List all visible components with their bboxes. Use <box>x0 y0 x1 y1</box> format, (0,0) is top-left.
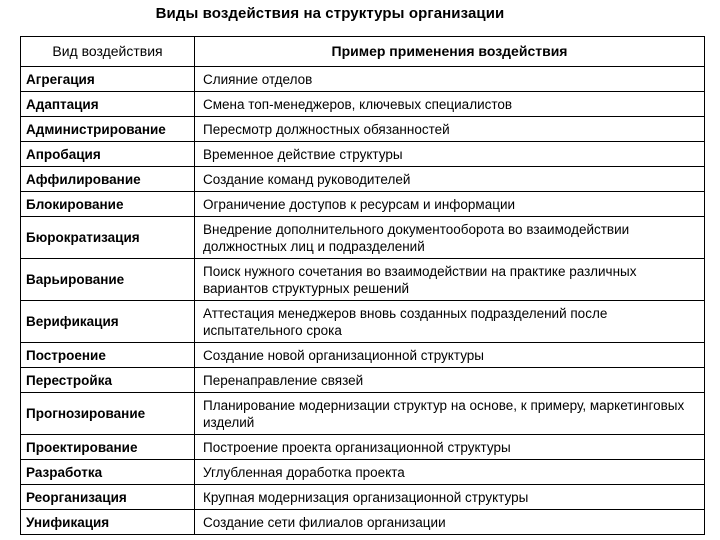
table-row <box>21 192 705 217</box>
example-cell: Ограничение доступов к ресурсам и информации <box>195 192 705 217</box>
impact-type-cell: Реорганизация <box>21 485 195 510</box>
impact-type-cell: Адаптация <box>21 92 195 117</box>
impact-type-cell: Аффилирование <box>21 167 195 192</box>
impact-type-cell: Разработка <box>21 460 195 485</box>
impact-type-cell: Проектирование <box>21 435 195 460</box>
example-cell: Создание сети филиалов организации <box>195 510 705 535</box>
impact-type-cell: Верификация <box>21 301 195 343</box>
example-cell: Создание новой организационной структуры <box>195 343 705 368</box>
table-row <box>21 117 705 142</box>
impact-type-cell: Прогнозирование <box>21 393 195 435</box>
column-header-impact-type: Вид воздействия <box>21 37 195 67</box>
example-cell: Временное действие структуры <box>195 142 705 167</box>
impact-type-cell: Агрегация <box>21 67 195 92</box>
table-row <box>21 67 705 92</box>
table-row <box>21 301 705 343</box>
example-cell: Углубленная доработка проекта <box>195 460 705 485</box>
impact-type-cell: Апробация <box>21 142 195 167</box>
table-row <box>21 259 705 301</box>
impact-type-cell: Построение <box>21 343 195 368</box>
table-row <box>21 460 705 485</box>
table-row <box>21 142 705 167</box>
impact-type-cell: Унификация <box>21 510 195 535</box>
page-title: Виды воздействия на структуры организации <box>155 5 505 22</box>
impact-type-cell: Перестройка <box>21 368 195 393</box>
table-row <box>21 368 705 393</box>
example-cell: Аттестация менеджеров вновь созданных подразделений после испытательного срока <box>195 301 705 343</box>
example-cell: Перенаправление связей <box>195 368 705 393</box>
table-row <box>21 485 705 510</box>
table-row <box>21 217 705 259</box>
table-row <box>21 167 705 192</box>
example-cell: Построение проекта организационной структуры <box>195 435 705 460</box>
example-cell: Смена топ-менеджеров, ключевых специалистов <box>195 92 705 117</box>
table-row <box>21 343 705 368</box>
impact-type-cell: Блокирование <box>21 192 195 217</box>
table-row <box>21 92 705 117</box>
impact-type-cell: Администрирование <box>21 117 195 142</box>
column-header-example: Пример применения воздействия <box>195 37 705 67</box>
example-cell: Внедрение дополнительного документооборота во взаимодействии должностных лиц и подразделений <box>195 217 705 259</box>
table-header-row <box>21 37 705 67</box>
example-cell: Слияние отделов <box>195 67 705 92</box>
example-cell: Пересмотр должностных обязанностей <box>195 117 705 142</box>
example-cell: Планирование модернизации структур на основе, к примеру, маркетинговых изделий <box>195 393 705 435</box>
table-row <box>21 510 705 535</box>
table-row <box>21 435 705 460</box>
example-cell: Поиск нужного сочетания во взаимодействии на практике различных вариантов структурных решений <box>195 259 705 301</box>
impact-types-table <box>20 36 705 535</box>
example-cell: Крупная модернизация организационной структуры <box>195 485 705 510</box>
impact-type-cell: Бюрократизация <box>21 217 195 259</box>
table-row <box>21 393 705 435</box>
impact-type-cell: Варьирование <box>21 259 195 301</box>
example-cell: Создание команд руководителей <box>195 167 705 192</box>
